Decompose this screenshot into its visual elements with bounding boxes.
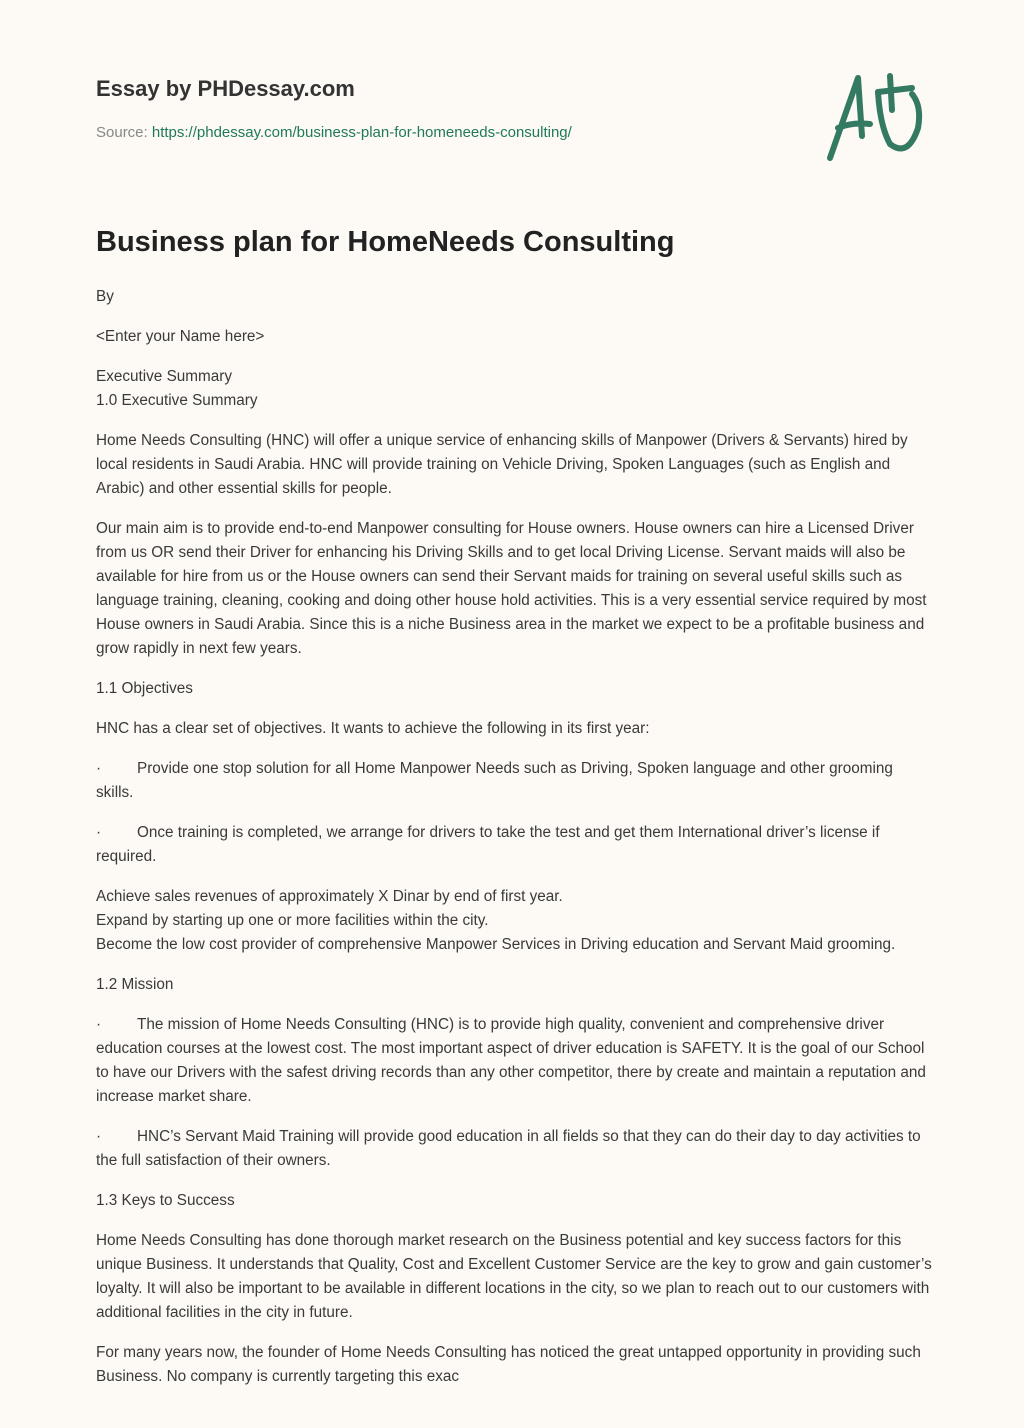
bullet-icon: · [96,1016,102,1033]
paragraph: HNC has a clear set of objectives. It wants to achieve the following in its first year: [96,720,650,737]
bullet-item [96,757,932,805]
section-heading [96,365,932,413]
bullet-text: The mission of Home Needs Consulting (HNC) is to provide high quality, convenient and comprehensive driver education courses at the lowest cost. The most important aspect of driver education is SAFETY. It is the goal of our School to have our Drivers with the safest driving records than any other competitor, there by create and maintain a reputation and increase market share. [96,1016,926,1105]
section-heading: 1.3 Keys to Success [96,1192,235,1209]
goals-list [96,885,932,957]
heading-text: Executive Summary [96,368,233,385]
bullet-text: HNC’s Servant Maid Training will provide good education in all fields so that they can do their day to day activities to the full satisfaction of their owners. [96,1128,921,1169]
goal-text: Expand by starting up one or more facilities within the city. [96,912,489,929]
site-title: Essay by PHDessay.com [96,76,355,101]
essay-body [96,285,932,1405]
paragraph: Home Needs Consulting has done thorough market research on the Business potential and key success factors for this unique Business. It understands that Quality, Cost and Excellent Customer Service are the key to grow and gain customer’s loyalty. It will also be important to be available in different locations in the city, so we plan to reach out to our customers with additional facilities in the city in future. [96,1232,932,1321]
bullet-icon: · [96,1128,102,1145]
source-line [96,124,572,141]
section-heading: 1.1 Objectives [96,680,193,697]
section-heading: 1.2 Mission [96,976,174,993]
bullet-icon: · [96,824,102,841]
paragraph: Our main aim is to provide end-to-end Manpower consulting for House owners. House owners can hire a Licensed Driver from us OR send their Driver for enhancing his Driving Skills and to get local Driving License. Servant maids will also be available for hire from us or the House owners can send their Servant maids for training on several useful skills such as language training, cleaning, cooking and doing other house hold activities. This is a very essential service required by most House owners in Saudi Arabia. Since this is a niche Business area in the market we expect to be a profitable business and grow rapidly in next few years. [96,520,927,657]
paragraph: For many years now, the founder of Home Needs Consulting has noticed the great untapped opportunity in providing such Business. No company is currently targeting this exac [96,1344,921,1385]
bullet-text: Provide one stop solution for all Home Manpower Needs such as Driving, Spoken language and other grooming skills. [96,760,893,801]
heading-text: 1.0 Executive Summary [96,392,258,409]
bullet-text: Once training is completed, we arrange for drivers to take the test and get them International driver’s license if required. [96,824,880,865]
source-link[interactable]: https://phdessay.com/business-plan-for-homeneeds-consulting/ [151,124,572,141]
bullet-item [96,1125,932,1173]
bullet-icon: · [96,760,102,777]
goal-text: Achieve sales revenues of approximately X Dinar by end of first year. [96,888,563,905]
page-title: Business plan for HomeNeeds Consulting [96,226,675,258]
a-plus-logo-icon [820,66,930,166]
source-label: Source: [96,124,148,141]
paragraph: Home Needs Consulting (HNC) will offer a unique service of enhancing skills of Manpower (Drivers & Servants) hired by local residents in Saudi Arabia. HNC will provide training on Vehicle Driving, Spoken Languages (such as English and Arabic) and other essential skills for people. [96,432,908,497]
goal-text: Become the low cost provider of comprehensive Manpower Services in Driving education and Servant Maid grooming. [96,936,896,953]
by-line: By [96,288,114,305]
author-placeholder: <Enter your Name here> [96,328,265,345]
bullet-item [96,821,932,869]
bullet-item [96,1013,932,1109]
